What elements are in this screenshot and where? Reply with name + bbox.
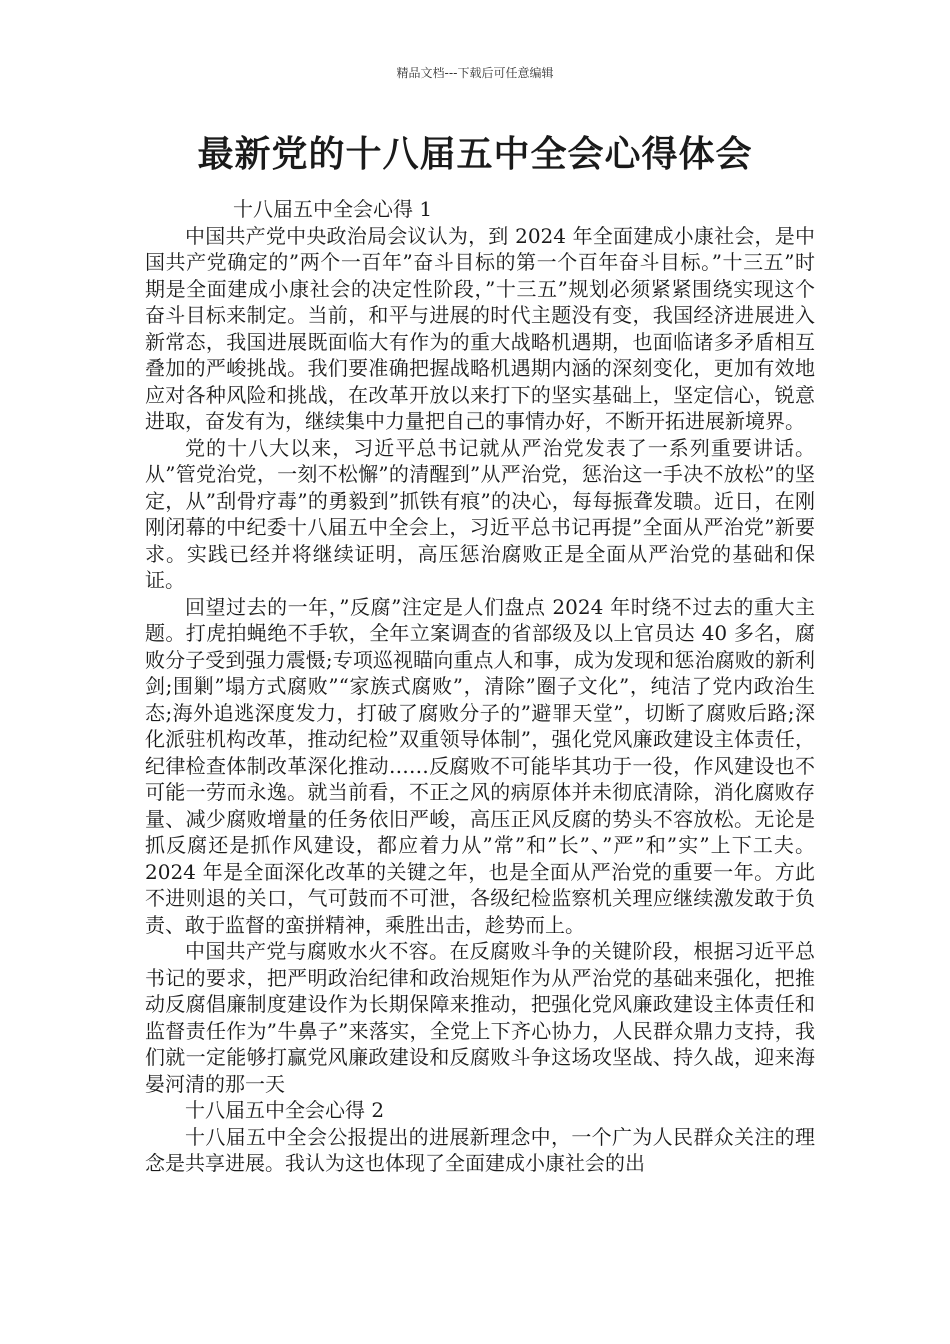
paragraph: 回望过去的一年，”反腐”注定是人们盘点 2024 年时绕不过去的重大主题。打虎拍蝇绝不手软，全年立案调查的省部级及以上官员达 40 多名，腐败分子受到强力震慑;专项巡视瞄向重点人和事，成为发现和惩治腐败的新利剑;围剿”塌方式腐败”“家族式腐败”，清除”圈子文化”，纯洁了党内政治生态;海外追逃深度发力，打破了腐败分子的”避罪天堂”，切断了腐败后路;深化派驻机构改革，推动纪检”双重领导体制”，强化党风廉政建设主体责任，纪律检查体制改革深化推动……反腐败不可能毕其功于一役，作风建设也不可能一劳而永逸。就当前看，不正之风的病原体并未彻底清除，消化腐败存量、减少腐败增量的任务依旧严峻，高压正风反腐的势头不容放松。无论是抓反腐还是抓作风建设，都应着力从”常”和”长”、”严”和”实”上下工夫。2024 年是全面深化改革的关键之年，也是全面从严治党的重要一年。方此不进则退的关口，气可鼓而不可泄，各级纪检监察机关理应继续激发敢于负责、敢于监督的蛮拼精神，乘胜出击，趁势而上。 <box>145 594 815 937</box>
paragraph: 党的十八大以来，习近平总书记就从严治党发表了一系列重要讲话。从”管党治党，一刻不松懈”的清醒到”从严治党，惩治这一手决不放松”的坚定，从”刮骨疗毒”的勇毅到”抓铁有痕”的决心，每每振聋发聩。近日，在刚刚闭幕的中纪委十八届五中全会上，习近平总书记再提”全面从严治党”新要求。实践已经并将继续证明，高压惩治腐败正是全面从严治党的基础和保证。 <box>145 435 815 592</box>
paragraph: 中国共产党与腐败水火不容。在反腐败斗争的关键阶段，根据习近平总书记的要求，把严明政治纪律和政治规矩作为从严治党的基础来强化，把推动反腐倡廉制度建设作为长期保障来推动，把强化党风廉政建设主体责任和监督责任作为”牛鼻子”来落实，全党上下齐心协力，人民群众鼎力支持，我们就一定能够打赢党风廉政建设和反腐败斗争这场攻坚战、持久战，迎来海晏河清的那一天 <box>145 939 815 1096</box>
section-heading-1: 十八届五中全会心得 1 <box>233 197 433 221</box>
document-title: 最新党的十八届五中全会心得体会 <box>197 134 753 175</box>
header-note: 精品文档---下载后可任意编辑 <box>396 66 554 80</box>
paragraph: 中国共产党中央政治局会议认为，到 2024 年全面建成小康社会，是中国共产党确定的”两个一百年”奋斗目标的第一个百年奋斗目标。”十三五”时期是全面建成小康社会的决定性阶段，”十三五”规划必须紧紧围绕实现这个奋斗目标来制定。当前，和平与进展的时代主题没有变，我国经济进展进入新常态，我国进展既面临大有作为的重大战略机遇期，也面临诸多矛盾相互叠加的严峻挑战。我们要准确把握战略机遇期内涵的深刻变化，更加有效地应对各种风险和挑战，在改革开放以来打下的坚实基础上，坚定信心，锐意进取，奋发有为，继续集中力量把自己的事情办好，不断开拓进展新境界。 <box>145 223 815 433</box>
section-heading-2: 十八届五中全会心得 2 <box>185 1098 385 1122</box>
document-body <box>145 196 815 1177</box>
paragraph: 十八届五中全会公报提出的进展新理念中，一个广为人民群众关注的理念是共享进展。我认为这也体现了全面建成小康社会的出 <box>145 1124 815 1175</box>
